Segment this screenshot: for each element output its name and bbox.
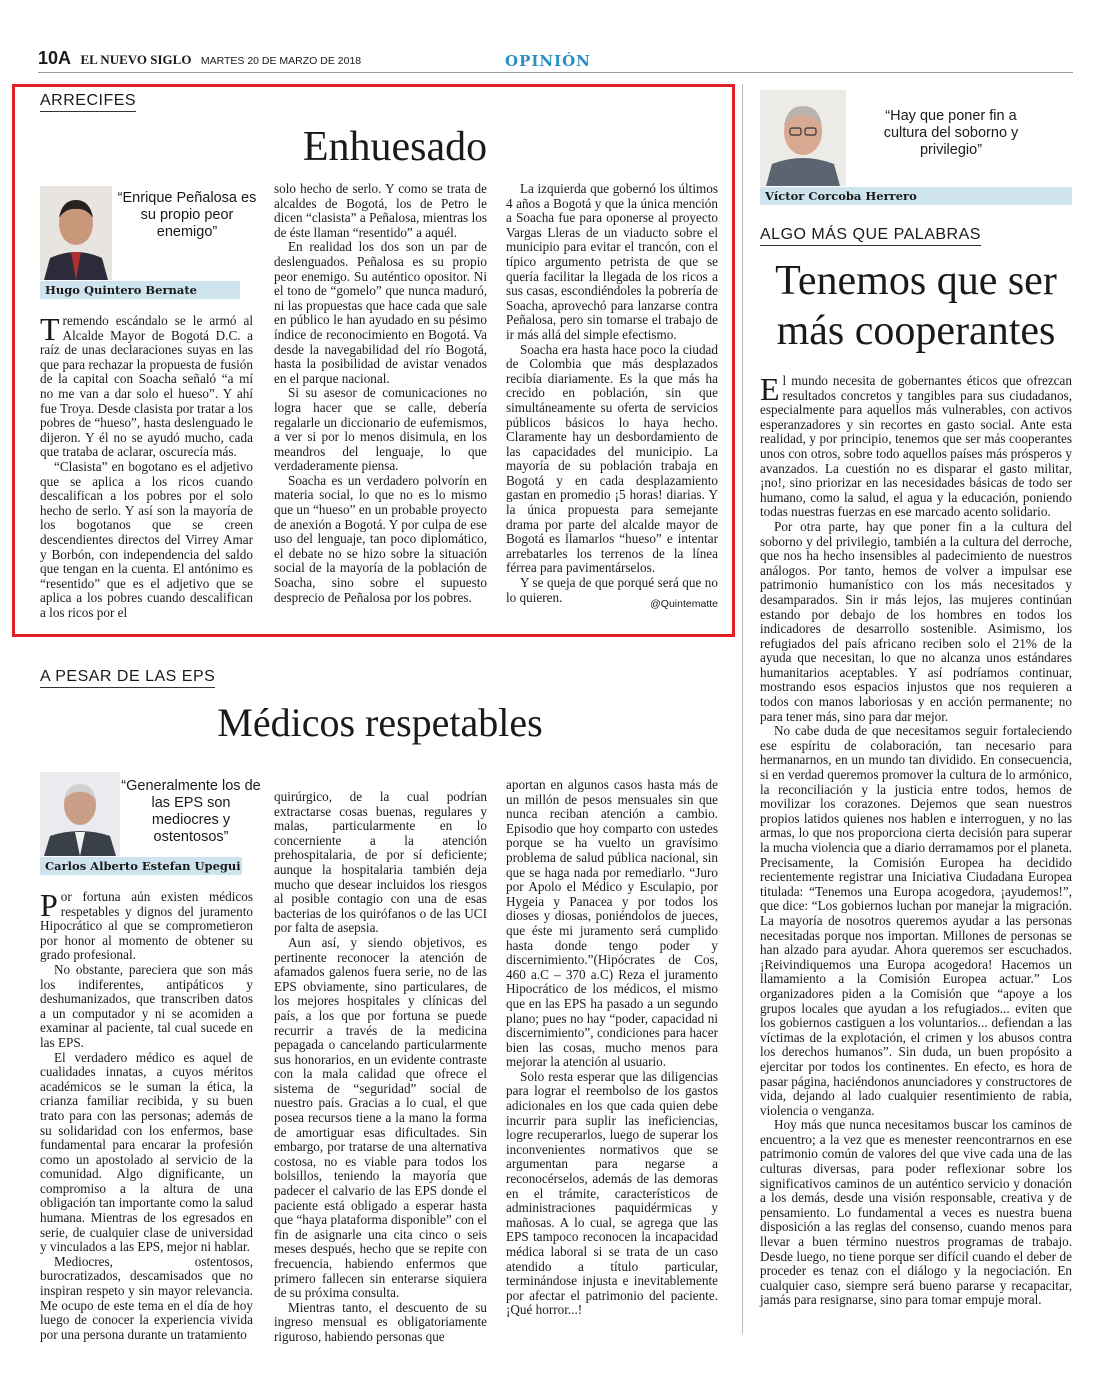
section-name: OPINIÓN	[505, 52, 591, 70]
article3-author: Víctor Corcoba Herrero	[760, 187, 1072, 205]
drop-cap: P	[40, 887, 58, 923]
paragraph: La izquierda que gobernó los últimos 4 años a Bogotá y que la única mención a Soacha fue para oponerse al proyecto Vargas Lleras de un viaducto sobre el municipio para evitar el trancón, con el típico argumento petrista de que se quería facilitar la llegada de los ricos a sus casas, escondiéndoles la pobrería de Soacha, aprovechó para lanzarse contra Peñalosa, pero sin tomarse el trabajo de ir más allá del simple efectismo.	[506, 181, 718, 342]
article3-title-line: más cooperantes	[776, 308, 1056, 354]
article1-quote: “Enrique Peñalosa es su propio peor enemigo”	[117, 190, 257, 240]
article1-title: Enhuesado	[302, 124, 488, 170]
paragraph: quirúrgico, de la cual podrían extractarse cosas buenas, regulares y malas, particularmente en lo concerniente a la atención prehospitalaria, de por sí deficiente; aunque la hospitalaria también deja mucho que desear incluidos los riesgos al posible contagio con una de esas bacterias de los quirófanos o de las UCI por falta de asepsia.	[274, 789, 487, 936]
paragraph: Y se queja de que porqué será que no lo quieren.	[506, 575, 718, 605]
issue-date: MARTES 20 DE MARZO DE 2018	[200, 55, 362, 67]
page-header	[38, 48, 361, 69]
article2-author: Carlos Alberto Estefan Upegui	[40, 857, 242, 875]
drop-cap: T	[40, 311, 60, 347]
paragraph: Aun así, y siendo objetivos, es pertinente reconocer la atención de afamados galenos fuera serie, no de las EPS obviamente, sino particulares, de los mejores hospitales y clínicas del país, a los que por fortuna se puede recurrir a través de la medicina pepagada o cancelando particularmente sus honorarios, en un evidente contraste con la mala calidad que ofrece el sistema de “seguridad” social de nuestro país. Gracias a lo cual, el que posea recursos tiene a la mano la forma de amortiguar esas dificultades. Sin embargo, por tratarse de una alternativa costosa, no es viable para todos los bolsillos, teniendo la mayoría que padecer el calvario de las EPS donde el paciente está obligado a esperar hasta que “haya plataforma disponible” con el fin de asignarle una cita cinco o seis meses después, hecho que se repite con frecuencia, habiendo enfermos que primero fallecen sin enterarse siquiera de su próxima consulta.	[274, 934, 487, 1301]
paragraph: Mientras tanto, el descuento de su ingreso mensual es obligatoriamente riguroso, habiendo personas que	[274, 1299, 487, 1344]
article2-column-3	[506, 778, 718, 1336]
paragraph: No cabe duda de que necesitamos seguir fortaleciendo ese espíritu de colaboración, tan necesario para hermanarnos, en un mundo tan dividido. En consecuencia, si en verdad queremos promover la cultura de lo armónico, la reconciliación y la justicia entre todos, hemos de movilizar los corazones. Dejemos que sean nuestros propios latidos quienes nos hablen e interroguen, y no las armas, lo que nos proporciona cierta decisión para superar la mucha violencia que a diario derramamos por el planeta. Precisamente, la Comisión Europea ha decidido recientemente registrar una Iniciativa Ciudadana Europea titulada: “Tenemos una Europa acogedora, ¡ayudemos!”, que dice: “Los gobiernos luchan por manejar la migración. La mayoría de nosotros queremos ayudar a las personas necesitadas porque nos importan. Millones de personas se han alzado para ayudar. Ahora queremos ser escuchados. ¡Reivindiquemos una Europa acogedora! Hacemos un llamamiento a la Comisión Europea actuar.” Los organizadores piden a la Comisión que “apoye a los grupos locales que ayudan a los refugiados... eviten que los gobiernos castiguen a los voluntarios... defiendan a las víctimas de la explotación, el crimen y los abusos contra los derechos humanos”. Sin duda, un buen propósito a ejercitar por todos los continentes. En efecto, es hora de pasar página, haciéndonos anunciadores y constructores de vida, dejando al lado cualquier resentimiento de rabia, violencia o venganza.	[760, 723, 1072, 1118]
paragraph: Mediocres, ostentosos, burocratizados, descamisados que no inspiran respeto y sin mayor relevancia. Me ocupo de este tema en el día de hoy luego de conocer la experiencia vivida por una persona durante un tratamiento	[40, 1253, 253, 1342]
author-portrait-icon	[40, 772, 120, 856]
newspaper-name: EL NUEVO SIGLO	[80, 52, 192, 67]
article2-column-2	[274, 789, 487, 1344]
paragraph: Soacha era hasta hace poco la ciudad de Colombia que más desplazados recibía diariamente. Es la que más ha crecido en población, sin que simultáneamente su oferta de servicios públicos básicos lo haya hecho. Claramente hay un desbordamiento de las capacidades del municipio. La mayoría de su población trabaja en Bogotá y en cada desplazamiento gastan en promedio ¡5 horas! diarias. Y la única propuesta para semejante drama por parte del alcalde mayor de Bogotá es llamarlos “hueso” e intentar arrebatarles los terrenos de la línea férrea para pavimentárselos.	[506, 341, 718, 576]
paragraph: Por otra parte, hay que poner fin a la cultura del soborno y del privilegio, también a la cultura del derroche, que nos ha hecho insensibles al padecimiento de nuestros análogos. Por tanto, hemos de volver a impulsar ese patrimonio humanístico con los más necesitados y desamparados. Sin ir más lejos, las mujeres continúan estando por debajo de los hombres en todos los indicadores de desarrollo sostenible. Asimismo, los refugiados del país africano reciben solo el 21% de la ayuda que necesitan, lo que no alcanza unos estándares humanitarios aceptables. Y así podríamos continuar, mostrando esos espacios injustos que nos requieren a todos con manos laboriosas y en acción permanente; no para tener más, sino para dar mejor.	[760, 518, 1072, 724]
article1-column-2	[274, 182, 487, 612]
paragraph: Soacha es un verdadero polvorín en materia social, lo que no es lo mismo que un “hueso” en un probable proyecto de anexión a Bogotá. Y por culpa de ese uso del lenguaje, tan poco diplomático, el debate no se hizo sobre la situación social de la mayoría de la población de Soacha, sino sobre el supuesto desprecio de Peñalosa por los pobres.	[274, 472, 487, 605]
author-portrait-icon	[40, 186, 112, 280]
author-photo	[40, 772, 120, 856]
author-portrait-icon	[760, 90, 846, 186]
paragraph: “Clasista” en bogotano es el adjetivo que se aplica a los ricos cuando descalifican a los pobres por el solo hecho de serlo. Y así son la mayoría de los bogotanos que se creen descendientes directos del Virrey Amar y Borbón, con independencia del saldo que tengan en la cuenta. El antónimo es “resentido” que es el adjetivo que se aplica a los pobres cuando descalifican a los ricos por el	[40, 458, 253, 620]
paragraph: Solo resta esperar que las diligencias para lograr el reembolso de los gastos adicionales en los que cada quien debe incurrir para suplir las ineficiencias, logre recuperarlos, luego de superar los inconvenientes normativos que se argumentan para negarse a reconocérselos, además de las demoras en el trámite, característicos de administraciones paquidérmicas y mañosas. A lo cual, se agrega que las EPS tampoco reconocen la incapacidad médica laboral si se trata de un caso atendido a título particular, terminándose injusta e inevitablemente por afectar el patrimonio del paciente. ¡Qué horror...!	[506, 1068, 718, 1318]
article3-kicker: ALGO MÁS QUE PALABRAS	[760, 226, 981, 246]
paragraph: Hoy más que nunca necesitamos buscar los caminos de encuentro; a la vez que es menester reencontrarnos en ese patrimonio común de valores del que vive cada una de las culturas diversas, para poder reflexionar sobre los significativos caminos de un auténtico servicio y donación a los demás, desde una visión responsable, creativa y de pensamiento. Lo fundamental a veces es nuestra buena disposición a las reglas del consenso, cuando menos para llevar a buen término nuestros programas de trabajo. Desde luego, no tiene porque ser difícil cuando el deber de proceder es tenaz con el diálogo y la negociación. En cualquier caso, siempre será bueno pararse y recapacitar, jamás para resignarse, sino para tomar empuje moral.	[760, 1117, 1072, 1308]
article3-quote: “Hay que poner fin a cultura del soborno y privilegio”	[883, 108, 1019, 158]
article3-title-line: Tenemos que ser	[775, 258, 1057, 304]
paragraph: En realidad los dos son un par de deslenguados. Peñalosa es su propio peor enemigo. Su auténtico opositor. Ni el tono de “gomelo” que nunca maduró, ni las propuestas que hace cada que sale en público le han ayudado en su pésimo índice de reconocimiento en Bogotá. Va desde la navegabilidad del río Bogotá, hasta la posibilidad de avistar venados en el parque nacional.	[274, 239, 487, 386]
paragraph: Si su asesor de comunicaciones no logra hacer que se calle, debería regalarle un diccionario de eufemismos, a ver si por lo menos disimula, en los meandros del lenguaje, lo que verdaderamente piensa.	[274, 385, 487, 474]
paragraph: remendo escándalo se le armó al Alcalde Mayor de Bogotá D.C. a raíz de unas declaraciones suyas en las que para rechazar la propuesta de fusión de la capital con Soacha señaló “a mí no me van a dar solo el hueso”. Y ahí fue Troya. Desde clasista por tratar a los pobres de “hueso”, hasta deslenguado le dijeron. Y él no se ayudó mucho, cada que trataba de aclarar, oscurecía más.	[40, 313, 253, 460]
article2-column-1	[40, 887, 253, 1342]
article1-kicker: ARRECIFES	[40, 92, 136, 112]
paragraph: No obstante, pareciera que son más los indiferentes, antipáticos y deshumanizados, que transcriben datos a un computador y ni se acomiden a examinar al paciente, tal cual sucede en las EPS.	[40, 961, 253, 1050]
article3-title	[760, 256, 1072, 356]
paragraph: aportan en algunos casos hasta más de un millón de pesos mensuales sin que nunca reciban atención a cambio. Episodio que hoy comparto con ustedes porque se ha vuelto un gravísimo problema de salud pública nacional, sin que se haga nada por remediarlo. “Juro por Apolo el Médico y Esculapio, por Hygeia y Panacea y por todos los dioses y diosas, poniéndolos de jueces, que éste mi juramento será cumplido hasta donde tengo poder y discernimiento.”(Hipócrates de Cos, 460 a.C – 370 a.C) Reza el juramento Hipocrático de los médicos, el mismo que en las EPS ha pasado a un segundo plano; pues no hay “poder, capacidad ni discernimiento”, condiciones para hacer bien las cosas, mucho menos para mejorar la atención al usuario.	[506, 777, 718, 1070]
paragraph: l mundo necesita de gobernantes éticos que ofrezcan resultados concretos y tangibles para sus ciudadanos, especialmente para aquellos más vulnerables, con activos esperanzadores y sin recortes en gasto social. Ante esta realidad, y por principio, tenemos que ser más cooperantes unos con otros, sobre todo aquellos países más prósperos y avanzados. La cuestión no es disparar el gasto militar, ¡no!, sino priorizar en las necesidades básicas de todo ser humano, como la salud, el agua y la educación, poniendo todas nuestras fuerzas en ese marcado acento solidario.	[760, 373, 1072, 520]
article2-kicker: A PESAR DE LAS EPS	[40, 668, 215, 688]
article1-column-1	[40, 311, 253, 620]
article1-signature: @Quintematte	[650, 598, 718, 610]
paragraph: or fortuna aún existen médicos respetables y dignos del juramento Hipocrático al que se comprometieron por honor al momento de obtener su grado profesional.	[40, 889, 253, 963]
page-number: 10A	[38, 48, 72, 68]
article2-title: Médicos respetables	[217, 700, 543, 745]
author-photo	[40, 186, 112, 280]
paragraph: solo hecho de serlo. Y como se trata de alcaldes de Bogotá, los de Petro le dicen “clasista” a Peñalosa, mientras los de éste llaman “resentido” a aquél.	[274, 181, 487, 240]
drop-cap: E	[760, 371, 780, 407]
column-divider	[742, 84, 743, 1334]
article3-body	[760, 371, 1072, 1334]
paragraph: El verdadero médico es aquel de cualidades innatas, a cuyos méritos académicos se le suman la ética, la crianza familiar recibida, y su buen trato para con las personas; además de su solidaridad con los enfermos, base fundamental para encarar la profesión como un apostolado al servicio de la comunidad. Algo dignificante, un compromiso a la altura de una obligación tan importante como la salud humana. Mientras de los egresados en serie, de cualquier clase de universidad y vinculados a las EPS, mejor ni hablar.	[40, 1049, 253, 1255]
article2-quote: “Generalmente los de las EPS son mediocres y ostentosos”	[121, 778, 261, 845]
article1-author: Hugo Quintero Bernate	[40, 281, 240, 299]
author-photo	[760, 90, 846, 186]
header-rule	[38, 72, 1073, 73]
